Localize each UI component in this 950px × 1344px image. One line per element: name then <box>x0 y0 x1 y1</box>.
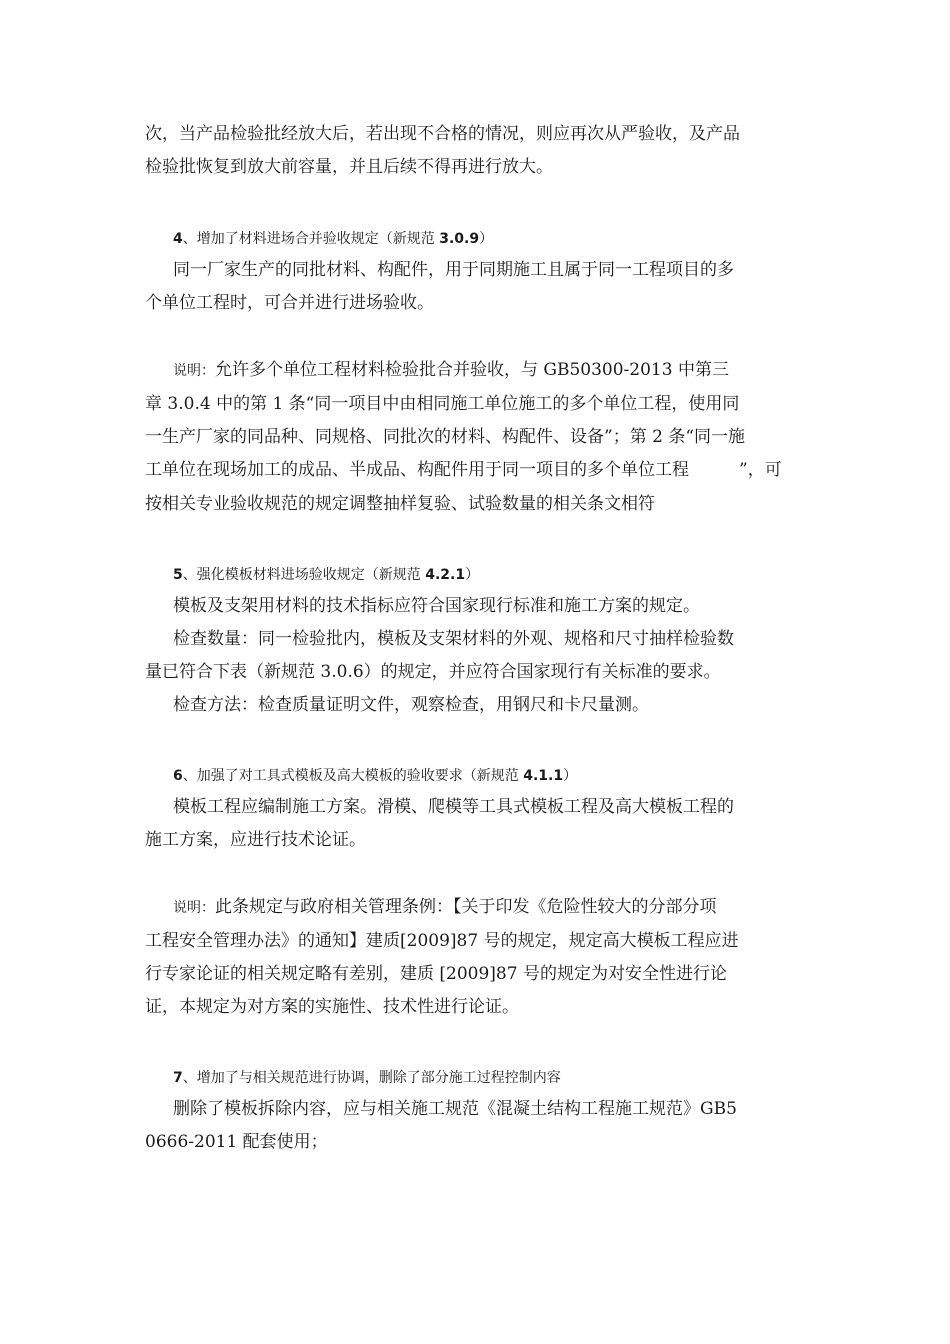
note-label: 说明： <box>173 900 215 916</box>
heading-text: 、增加了材料进场合并验收规定（新规范 <box>182 231 440 247</box>
note-line: 章 3.0.4 中的第 1 条“同一项目中由相同施工单位施工的多个单位工程，使用同 <box>145 394 740 414</box>
paragraph-line: 删除了模板拆除内容，应与相关施工规范《混凝土结构工程施工规范》GB5 <box>173 1099 737 1119</box>
note-line: 按相关专业验收规范的规定调整抽样复验、试验数量的相关条文相符 <box>145 494 655 514</box>
heading-text: 、加强了对工具式模板及高大模板的验收要求（新规范 <box>182 768 524 784</box>
note-text: 此条规定与政府相关管理条例：【关于印发《危险性较大的分部分项 <box>215 897 717 917</box>
note-line: 工程安全管理办法》的通知】建质[2009]87 号的规定，规定高大模板工程应进 <box>145 931 739 951</box>
note-text: 工单位在现场加工的成品、半成品、构配件用于同一项目的多个单位工程 <box>145 460 689 480</box>
note-line <box>173 360 729 381</box>
note-line: 证，本规定为对方案的实施性、技术性进行论证。 <box>145 997 519 1017</box>
heading-close: ） <box>563 768 578 784</box>
note-line: 行专家论证的相关规定略有差别，建质 [2009]87 号的规定为对安全性进行论 <box>145 964 727 984</box>
note-line <box>145 460 782 480</box>
heading-number: 6 <box>173 768 183 784</box>
paragraph-line: 个单位工程时，可合并进行进场验收。 <box>145 293 434 313</box>
paragraph-line: 检查方法：检查质量证明文件，观察检查，用钢尺和卡尺量测。 <box>173 695 649 715</box>
heading-close: ） <box>465 567 480 583</box>
paragraph-line: 0666-2011 配套使用； <box>145 1132 328 1152</box>
heading-text: 、强化模板材料进场验收规定（新规范 <box>182 567 426 583</box>
paragraph-line: 量已符合下表（新规范 3.0.6）的规定，并应符合国家现行有关标准的要求。 <box>145 662 721 682</box>
note-line <box>173 897 717 918</box>
paragraph-line: 模板工程应编制施工方案。滑模、爬模等工具式模板工程及高大模板工程的 <box>173 797 734 817</box>
heading-reference: 3.0.9 <box>439 231 480 247</box>
paragraph-line: 模板及支架用材料的技术指标应符合国家现行标准和施工方案的规定。 <box>173 596 700 616</box>
heading-close: ） <box>479 231 494 247</box>
paragraph-line: 次，当产品检验批经放大后，若出现不合格的情况，则应再次从严验收，及产品 <box>145 124 740 144</box>
paragraph-line: 同一厂家生产的同批材料、构配件，用于同期施工且属于同一工程项目的多 <box>173 260 734 280</box>
paragraph-line: 检验批恢复到放大前容量，并且后续不得再进行放大。 <box>145 157 553 177</box>
heading-reference: 4.1.1 <box>523 768 564 784</box>
section-heading-7 <box>173 1068 561 1088</box>
note-text: 允许多个单位工程材料检验批合并验收，与 GB50300-2013 中第三 <box>215 360 729 380</box>
note-label: 说明： <box>173 363 215 379</box>
heading-text: 、增加了与相关规范进行协调，删除了部分施工过程控制内容 <box>182 1070 561 1086</box>
heading-number: 7 <box>173 1070 183 1086</box>
section-heading-5 <box>173 565 479 585</box>
heading-reference: 4.2.1 <box>425 567 466 583</box>
section-heading-4 <box>173 229 493 249</box>
heading-number: 4 <box>173 231 183 247</box>
heading-number: 5 <box>173 567 183 583</box>
note-text-end: ”，可 <box>739 460 782 480</box>
section-heading-6 <box>173 766 577 786</box>
note-line: 一生产厂家的同品种、同规格、同批次的材料、构配件、设备”；第 2 条“同一施 <box>145 427 746 447</box>
paragraph-line: 检查数量：同一检验批内，模板及支架材料的外观、规格和尺寸抽样检验数 <box>173 629 734 649</box>
paragraph-line: 施工方案，应进行技术论证。 <box>145 830 366 850</box>
